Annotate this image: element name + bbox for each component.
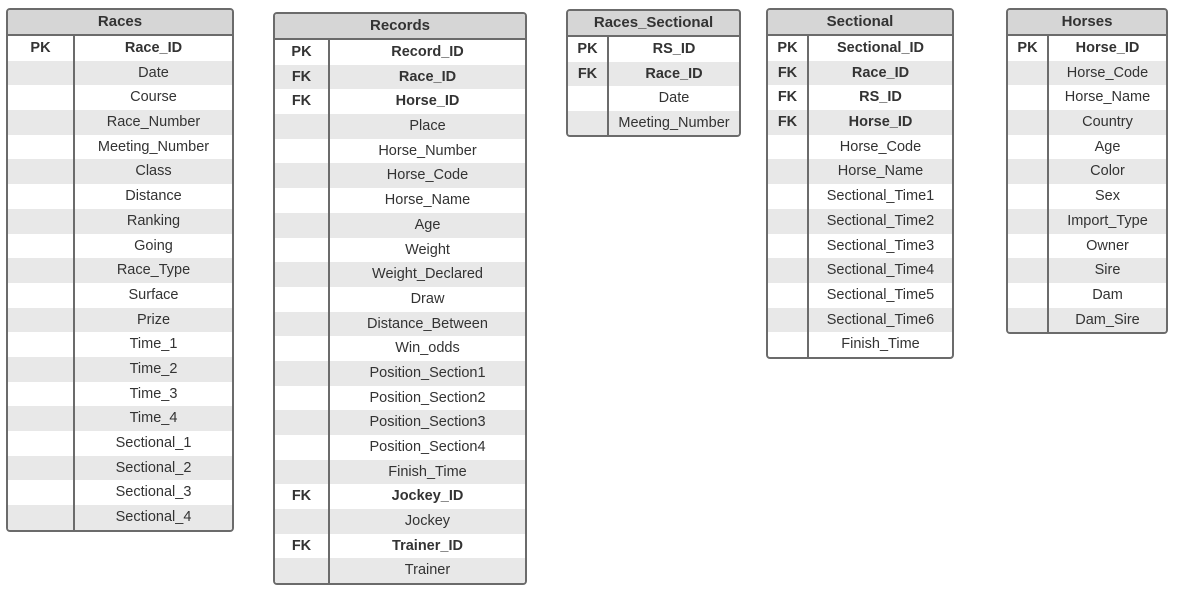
table-row [8,36,232,61]
table-row [8,135,232,160]
field-name: Draw [410,290,445,307]
field-name: Dam_Sire [1075,311,1140,328]
table-row [275,40,525,65]
field-name: Import_Type [1067,212,1148,229]
field-name: Race_ID [645,65,703,82]
key-marker: FK [291,93,312,110]
key-marker [1008,258,1047,283]
table-row [8,505,232,530]
field-name: Jockey_ID [391,488,464,505]
field-name: Sectional_Time4 [826,262,935,279]
table-row [275,287,525,312]
field-name: Horse_Code [1066,64,1149,81]
table-rows [568,37,739,135]
field-name: Time_1 [129,336,178,353]
key-marker [768,258,807,283]
table-row [275,114,525,139]
field-name: Horse_ID [848,114,913,131]
table-row [8,480,232,505]
key-marker [768,159,807,184]
key-marker [568,86,607,111]
field-name: Horse_Name [837,163,924,180]
key-marker [275,287,328,312]
key-marker [8,357,73,382]
key-marker [8,159,73,184]
table-row [8,61,232,86]
table-row [8,456,232,481]
key-marker [768,332,807,357]
key-marker [768,184,807,209]
key-marker [275,163,328,188]
field-name: Horse_ID [1075,40,1140,56]
field-name: Sex [1095,188,1120,205]
key-marker [768,135,807,160]
table-row [1008,308,1166,333]
table-rows [275,40,525,583]
field-name: Sectional_2 [115,459,192,476]
table-row [1008,209,1166,234]
table-races [6,8,234,532]
key-marker [8,184,73,209]
table-row [1008,258,1166,283]
field-name: Sectional_3 [115,484,192,501]
field-name: Position_Section2 [369,389,486,406]
table-rows [1008,36,1166,332]
field-name: Date [658,90,690,106]
key-marker [1008,184,1047,209]
table-records [273,12,527,585]
key-marker [768,209,807,234]
field-name: Race_ID [398,68,457,85]
field-name: Weight [405,241,450,258]
key-marker [275,558,328,583]
key-marker [275,188,328,213]
key-marker [275,410,328,435]
table-row [768,258,952,283]
table-rows [768,36,952,357]
table-row [8,431,232,456]
field-name: Country [1082,114,1133,131]
key-marker [8,135,73,160]
field-name: Prize [136,311,171,328]
table-row [275,188,525,213]
table-row [568,111,739,136]
key-marker [275,336,328,361]
key-marker [8,382,73,407]
key-marker [1008,110,1047,135]
table-races-sectional [566,9,741,137]
field-name: Ranking [126,212,181,229]
field-name: Sectional_ID [836,40,925,56]
key-marker [8,61,73,86]
field-name: Time_2 [129,360,178,377]
table-row [275,312,525,337]
key-marker [275,509,328,534]
field-name: Record_ID [391,44,464,60]
table-row [8,382,232,407]
table-row [8,258,232,283]
key-marker [8,209,73,234]
field-name: Surface [128,286,179,303]
table-row [768,85,952,110]
field-name: Horse_ID [395,93,460,110]
key-marker [1008,209,1047,234]
table-row [275,262,525,287]
key-marker [1008,283,1047,308]
table-row [568,86,739,111]
table-row [8,85,232,110]
key-marker: FK [777,89,798,106]
key-marker: FK [577,65,598,82]
field-name: Age [414,216,441,233]
field-name: Going [134,237,173,254]
key-marker [1008,234,1047,259]
key-marker [275,114,328,139]
field-name: Finish_Time [388,463,467,480]
table-row [768,308,952,333]
field-name: Class [135,163,172,180]
table-row [1008,85,1166,110]
table-row [275,558,525,583]
field-name: RS_ID [652,41,696,57]
field-name: Race_Number [106,114,201,131]
table-row [768,135,952,160]
table-row [768,110,952,135]
field-name: Horse_Code [839,138,922,155]
table-row [1008,110,1166,135]
table-row [8,184,232,209]
table-row [1008,61,1166,86]
field-name: Dam [1092,286,1123,303]
field-name: Trainer_ID [392,537,463,554]
field-name: Horse_Code [386,167,469,184]
key-marker: PK [291,44,312,60]
key-marker: PK [777,40,798,56]
field-name: Age [1094,138,1121,155]
field-name: Sectional_Time6 [826,311,935,328]
table-row [275,238,525,263]
key-marker [8,110,73,135]
field-name: Finish_Time [841,336,920,353]
field-name: Race_Type [116,262,191,279]
key-marker [275,386,328,411]
key-marker [1008,308,1047,333]
key-marker [275,361,328,386]
table-row [275,213,525,238]
field-name: Sectional_Time5 [826,286,935,303]
key-marker [275,435,328,460]
field-name: Course [130,89,177,106]
table-row [768,283,952,308]
field-name: Sectional_4 [115,509,192,526]
field-name: Race_ID [124,40,183,56]
key-marker [275,238,328,263]
key-marker: PK [577,41,598,57]
key-marker: FK [291,537,312,554]
table-row [275,361,525,386]
field-name: Sectional_Time1 [826,188,935,205]
table-row [8,110,232,135]
key-marker: FK [777,64,798,81]
key-marker: FK [777,114,798,131]
field-name: Meeting_Number [618,114,730,131]
table-title: Sectional [768,10,952,36]
table-row [768,61,952,86]
field-name: Position_Section3 [369,414,486,431]
table-row [275,386,525,411]
field-name: RS_ID [859,89,902,106]
table-row [1008,135,1166,160]
key-marker [8,308,73,333]
table-row [8,283,232,308]
field-name: Sire [1094,262,1121,279]
key-marker [1008,159,1047,184]
key-marker [8,406,73,431]
key-marker [768,283,807,308]
field-name: Horse_Name [384,192,471,209]
table-sectional [766,8,954,359]
table-row [8,234,232,259]
table-row [275,460,525,485]
table-row [8,332,232,357]
field-name: Sectional_Time3 [826,237,935,254]
field-name: Jockey [404,513,451,530]
key-marker [8,456,73,481]
field-name: Time_3 [129,385,178,402]
table-row [275,65,525,90]
field-name: Meeting_Number [97,138,210,155]
key-marker [275,460,328,485]
table-row [768,332,952,357]
table-row [8,308,232,333]
field-name: Distance_Between [367,315,488,332]
key-marker [568,111,607,136]
table-row [275,139,525,164]
table-row [1008,283,1166,308]
table-row [768,36,952,61]
table-row [275,89,525,114]
key-marker: PK [1017,40,1038,56]
table-title: Races [8,10,232,36]
key-marker [1008,85,1047,110]
key-marker [275,139,328,164]
table-row [275,410,525,435]
key-marker [8,234,73,259]
table-row [1008,159,1166,184]
field-name: Time_4 [129,410,178,427]
table-title: Records [275,14,525,40]
field-name: Race_ID [851,64,910,81]
field-name: Horse_Number [378,142,477,159]
table-title: Horses [1008,10,1166,36]
key-marker: FK [291,488,312,505]
table-title: Races_Sectional [568,11,739,37]
key-marker [8,332,73,357]
table-rows [8,36,232,530]
table-horses [1006,8,1168,334]
field-name: Date [138,64,169,81]
table-row [568,37,739,62]
field-name: Position_Section1 [369,364,486,381]
key-marker [8,431,73,456]
key-marker [8,85,73,110]
table-row [275,509,525,534]
field-name: Trainer [404,562,451,579]
key-marker [275,312,328,337]
table-row [568,62,739,87]
field-name: Place [409,118,446,135]
table-row [275,484,525,509]
field-name: Weight_Declared [372,266,483,283]
field-name: Horse_Name [1064,89,1151,106]
table-row [768,184,952,209]
table-row [275,163,525,188]
key-marker [8,258,73,283]
table-row [1008,234,1166,259]
table-row [8,159,232,184]
table-row [768,234,952,259]
field-name: Sectional_1 [115,435,192,451]
field-name: Win_odds [395,340,460,357]
table-row [768,159,952,184]
key-marker [1008,135,1047,160]
table-row [275,435,525,460]
key-marker [8,283,73,308]
table-row [8,209,232,234]
table-row [1008,36,1166,61]
table-row [768,209,952,234]
field-name: Position_Section4 [369,439,486,455]
key-marker [275,262,328,287]
table-row [275,534,525,559]
key-marker [8,480,73,505]
key-marker [768,308,807,333]
table-row [8,406,232,431]
field-name: Distance [125,188,182,205]
key-marker: PK [30,40,51,56]
key-marker [8,505,73,530]
field-name: Owner [1086,237,1129,254]
table-row [275,336,525,361]
table-row [1008,184,1166,209]
key-marker [768,234,807,259]
field-name: Color [1090,163,1125,180]
key-marker [275,213,328,238]
key-marker: FK [291,68,312,85]
table-row [8,357,232,382]
field-name: Sectional_Time2 [826,212,935,229]
key-marker [1008,61,1047,86]
